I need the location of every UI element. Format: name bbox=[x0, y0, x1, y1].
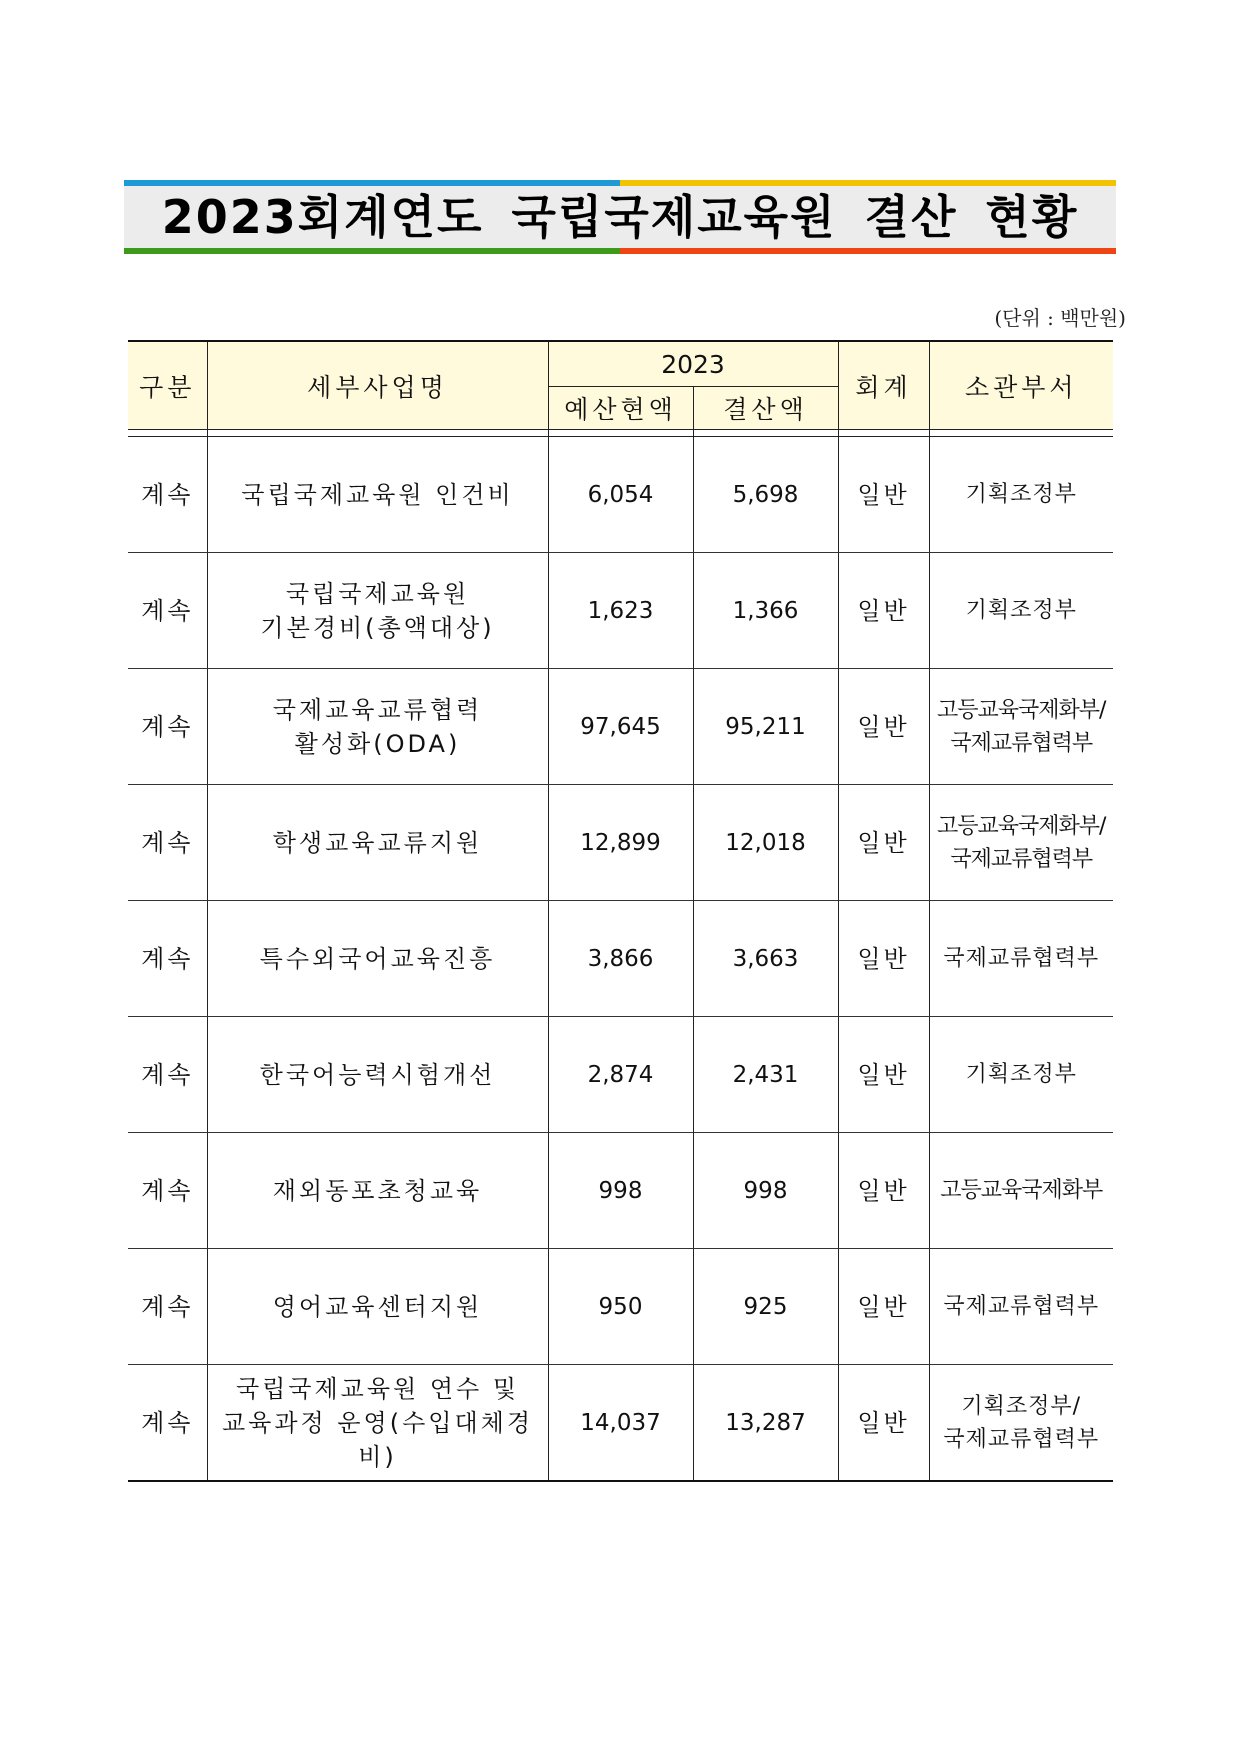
settlement-amount-cell: 12,018 bbox=[693, 785, 838, 901]
department-cell bbox=[929, 669, 1113, 785]
settlement-amount-cell: 95,211 bbox=[693, 669, 838, 785]
table-row bbox=[128, 901, 1113, 1017]
header-settlement: 결산액 bbox=[693, 387, 838, 430]
category-cell: 계속 bbox=[128, 553, 207, 669]
category-cell: 계속 bbox=[128, 901, 207, 1017]
department-line: 기획조정부 bbox=[965, 598, 1077, 623]
project-name-cell bbox=[207, 669, 548, 785]
department-cell bbox=[929, 1017, 1113, 1133]
project-name-cell bbox=[207, 1133, 548, 1249]
page-title: 2023회계연도 국립국제교육원 결산 현황 bbox=[161, 190, 1079, 244]
department-cell bbox=[929, 901, 1113, 1017]
header-category: 구분 bbox=[128, 341, 207, 430]
budget-amount-cell: 2,874 bbox=[548, 1017, 693, 1133]
department-cell bbox=[929, 785, 1113, 901]
budget-amount-cell: 998 bbox=[548, 1133, 693, 1249]
department-line: 고등교육국제화부 bbox=[940, 1178, 1103, 1203]
department-cell bbox=[929, 1133, 1113, 1249]
project-name-line: 한국어능력시험개선 bbox=[259, 1060, 496, 1089]
project-name-line: 교육과정 운영(수입대체경비) bbox=[221, 1408, 533, 1471]
table-row bbox=[128, 669, 1113, 785]
header-project: 세부사업명 bbox=[207, 341, 548, 430]
settlement-amount-cell: 1,366 bbox=[693, 553, 838, 669]
project-name-line: 영어교육센터지원 bbox=[272, 1292, 483, 1321]
account-cell: 일반 bbox=[838, 553, 929, 669]
header-department: 소관부서 bbox=[929, 341, 1113, 430]
account-cell: 일반 bbox=[838, 1133, 929, 1249]
settlement-amount-cell: 3,663 bbox=[693, 901, 838, 1017]
header-separator bbox=[128, 430, 1113, 437]
table-row bbox=[128, 1133, 1113, 1249]
table-body bbox=[128, 437, 1113, 1482]
category-cell: 계속 bbox=[128, 437, 207, 553]
category-cell: 계속 bbox=[128, 785, 207, 901]
budget-amount-cell: 3,866 bbox=[548, 901, 693, 1017]
project-name-cell bbox=[207, 785, 548, 901]
settlement-amount-cell: 2,431 bbox=[693, 1017, 838, 1133]
project-name-line: 활성화(ODA) bbox=[294, 729, 461, 758]
department-cell bbox=[929, 553, 1113, 669]
project-name-line: 국제교육교류협력 bbox=[272, 695, 483, 724]
department-cell bbox=[929, 437, 1113, 553]
settlement-amount-cell: 13,287 bbox=[693, 1365, 838, 1482]
department-line: 기획조정부 bbox=[965, 1062, 1077, 1087]
project-name-line: 국립국제교육원 bbox=[285, 579, 470, 608]
header-year: 2023 bbox=[548, 341, 838, 387]
project-name-line: 국립국제교육원 인건비 bbox=[241, 480, 514, 509]
table-row bbox=[128, 553, 1113, 669]
project-name-line: 기본경비(총액대상) bbox=[260, 613, 495, 642]
budget-amount-cell: 14,037 bbox=[548, 1365, 693, 1482]
project-name-cell bbox=[207, 1017, 548, 1133]
department-line: 국제교류협력부 bbox=[943, 1426, 1100, 1452]
table-row bbox=[128, 1365, 1113, 1482]
table-row bbox=[128, 437, 1113, 553]
budget-amount-cell: 97,645 bbox=[548, 669, 693, 785]
budget-amount-cell: 12,899 bbox=[548, 785, 693, 901]
settlement-amount-cell: 925 bbox=[693, 1249, 838, 1365]
account-cell: 일반 bbox=[838, 901, 929, 1017]
unit-label: (단위 : 백만원) bbox=[994, 306, 1126, 330]
account-cell: 일반 bbox=[838, 1365, 929, 1482]
project-name-cell bbox=[207, 553, 548, 669]
title-banner bbox=[124, 180, 1116, 254]
department-cell bbox=[929, 1249, 1113, 1365]
department-line: 국제교류협력부 bbox=[943, 1294, 1100, 1319]
department-line: 기획조정부/ bbox=[961, 1393, 1082, 1419]
project-name-line: 특수외국어교육진흥 bbox=[259, 944, 496, 973]
table-row bbox=[128, 785, 1113, 901]
category-cell: 계속 bbox=[128, 1133, 207, 1249]
title-bar-red bbox=[620, 248, 1116, 254]
department-line: 고등교육국제화부/ bbox=[937, 697, 1106, 723]
department-line: 국제교류협력부 bbox=[950, 730, 1093, 756]
settlement-table bbox=[128, 340, 1113, 1482]
category-cell: 계속 bbox=[128, 669, 207, 785]
settlement-amount-cell: 998 bbox=[693, 1133, 838, 1249]
header-account: 회계 bbox=[838, 341, 929, 430]
project-name-cell bbox=[207, 1249, 548, 1365]
category-cell: 계속 bbox=[128, 1249, 207, 1365]
header-budget: 예산현액 bbox=[548, 387, 693, 430]
account-cell: 일반 bbox=[838, 1017, 929, 1133]
project-name-line: 학생교육교류지원 bbox=[272, 828, 483, 857]
department-line: 국제교류협력부 bbox=[950, 846, 1093, 872]
category-cell: 계속 bbox=[128, 1365, 207, 1482]
settlement-amount-cell: 5,698 bbox=[693, 437, 838, 553]
account-cell: 일반 bbox=[838, 785, 929, 901]
table-row bbox=[128, 1017, 1113, 1133]
budget-amount-cell: 1,623 bbox=[548, 553, 693, 669]
title-bar-yellow bbox=[620, 180, 1116, 186]
account-cell: 일반 bbox=[838, 1249, 929, 1365]
department-line: 고등교육국제화부/ bbox=[937, 813, 1106, 839]
project-name-cell bbox=[207, 901, 548, 1017]
project-name-line: 국립국제교육원 연수 및 bbox=[235, 1374, 520, 1403]
title-bar-blue bbox=[124, 180, 620, 186]
project-name-line: 재외동포초청교육 bbox=[272, 1176, 483, 1205]
category-cell: 계속 bbox=[128, 1017, 207, 1133]
title-bar-green bbox=[124, 248, 620, 254]
account-cell: 일반 bbox=[838, 437, 929, 553]
project-name-cell bbox=[207, 1365, 548, 1482]
budget-amount-cell: 950 bbox=[548, 1249, 693, 1365]
department-line: 기획조정부 bbox=[965, 482, 1077, 507]
table-row bbox=[128, 1249, 1113, 1365]
budget-amount-cell: 6,054 bbox=[548, 437, 693, 553]
department-cell bbox=[929, 1365, 1113, 1482]
account-cell: 일반 bbox=[838, 669, 929, 785]
department-line: 국제교류협력부 bbox=[943, 946, 1100, 971]
project-name-cell bbox=[207, 437, 548, 553]
